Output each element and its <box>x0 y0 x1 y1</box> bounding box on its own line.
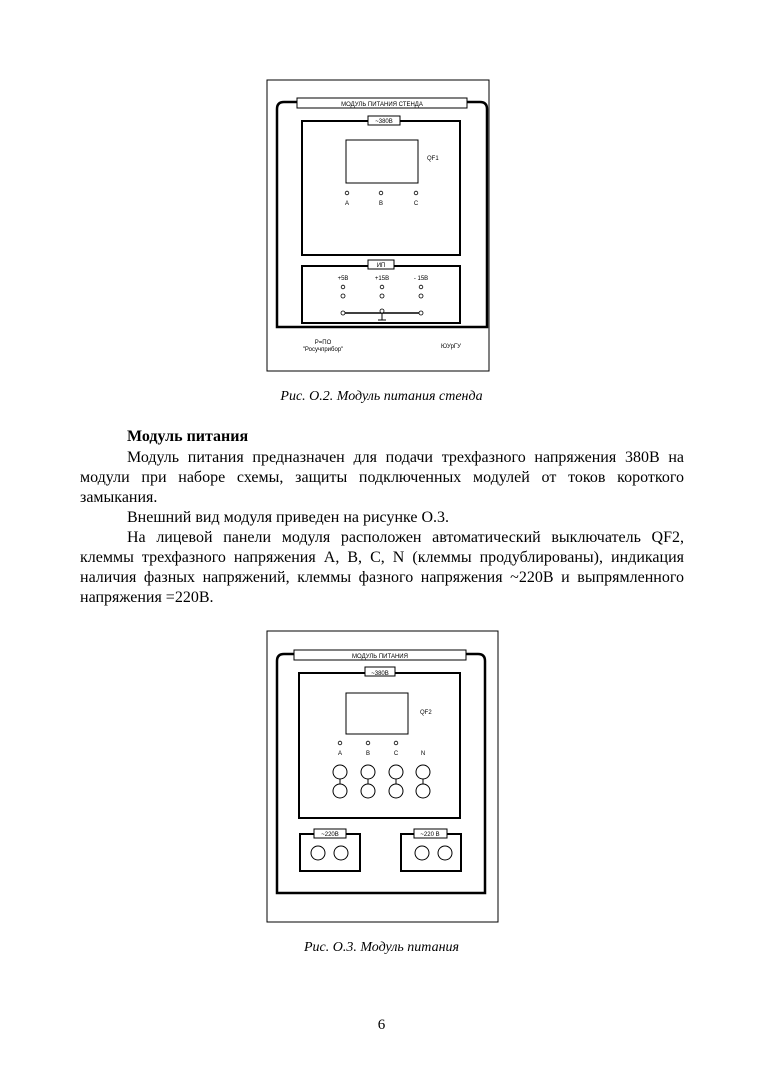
figure2-terminal-n-bottom <box>416 784 430 798</box>
figure1-outer-contour <box>277 102 487 327</box>
figure1-upper-panel <box>302 121 460 255</box>
figure2-right-terminal-1 <box>415 846 429 860</box>
figure1-voltage-plus15: +15В <box>374 276 390 282</box>
figure2-indicator-b <box>366 741 370 745</box>
figure1-maker-line1: Р=ПО <box>314 340 332 346</box>
figure2-phase-a: A <box>337 751 343 757</box>
figure2-terminal-c-bottom <box>389 784 403 798</box>
paragraph-2: Внешний вид модуля приведен на рисунке О.3. <box>127 509 450 526</box>
figure2-outer-contour <box>277 654 485 893</box>
figure2-panel-title: МОДУЛЬ ПИТАНИЯ <box>352 654 408 660</box>
figure1-indicator-plus5 <box>341 285 345 289</box>
figure2-left-terminal-label: ~220В <box>321 832 339 838</box>
figure2-left-terminal-1 <box>311 846 325 860</box>
figure1-breaker-window <box>346 140 418 183</box>
figure1-ip-label: ИП <box>376 263 386 269</box>
figure1-breaker-label: QF1 <box>427 156 439 162</box>
figure2-left-terminal-block <box>300 834 360 871</box>
figure1-upper-label: ~380В <box>375 119 393 125</box>
figure1-terminal-plus5 <box>341 294 345 298</box>
figure1-voltage-plus5: +5В <box>337 276 349 282</box>
figure1-voltage-minus15: - 15В <box>413 276 429 282</box>
figure2-phase-c: C <box>393 751 399 757</box>
figure1-bus-terminal-right <box>419 311 423 315</box>
figure2-upper-label: ~380В <box>371 671 389 677</box>
figure2-terminal-b-bottom <box>361 784 375 798</box>
figure2-indicator-a <box>338 741 342 745</box>
figure1-terminal-plus15 <box>380 294 384 298</box>
figure2-right-terminal-label: ~220 В <box>420 832 440 838</box>
figure1-phase-c: C <box>413 201 419 207</box>
figure1-indicator-plus15 <box>380 285 384 289</box>
figure1-caption: Рис. О.2. Модуль питания стенда <box>280 389 483 404</box>
figure1-bus-terminal-mid <box>380 309 384 313</box>
figure1-maker-line2: "Росучприбор" <box>302 347 344 353</box>
figure1-indicator-b <box>379 191 383 195</box>
figure2-indicator-c <box>394 741 398 745</box>
figure1-university: ЮУрГУ <box>440 344 462 350</box>
figure2-terminal-a-top <box>333 765 347 779</box>
figure1-indicator-minus15 <box>419 285 423 289</box>
paragraph-3: На лицевой панели модуля расположен автоматический выключатель QF2, клеммы трехфазного напряжения A, B, C, N (клеммы продублированы), индикация наличия фазных напряжений, клеммы фазного напряжения ~220В и выпрямленного напряжения =220В. <box>80 529 684 606</box>
section-heading: Модуль питания <box>127 428 249 445</box>
page-number: 6 <box>377 1017 386 1033</box>
figure1-phase-b: B <box>378 201 384 207</box>
figure2-terminal-a-bottom <box>333 784 347 798</box>
figure2-terminal-c-top <box>389 765 403 779</box>
figure2-terminal-n-top <box>416 765 430 779</box>
figure1-terminal-minus15 <box>419 294 423 298</box>
figure2-caption: Рис. О.3. Модуль питания <box>303 940 460 955</box>
figure2-left-terminal-2 <box>334 846 348 860</box>
figure2-right-terminal-2 <box>438 846 452 860</box>
figure2-terminal-b-top <box>361 765 375 779</box>
figure1-indicator-a <box>345 191 349 195</box>
figure2-breaker-label: QF2 <box>420 710 432 716</box>
figure2-main-panel <box>299 673 460 818</box>
figure1-indicator-c <box>414 191 418 195</box>
figure2-phase-b: B <box>365 751 371 757</box>
figure1-bus-terminal-left <box>341 311 345 315</box>
figure1-panel-title: МОДУЛЬ ПИТАНИЯ СТЕНДА <box>341 102 423 108</box>
figure1-phase-a: A <box>344 201 350 207</box>
figure2-phase-n: N <box>420 751 426 757</box>
figure2-breaker-window <box>346 693 408 734</box>
paragraph-1: Модуль питания предназначен для подачи трехфазного напряжения 380В на модули при наборе схемы, защиты подключенных модулей от токов короткого замыкания. <box>80 449 684 506</box>
